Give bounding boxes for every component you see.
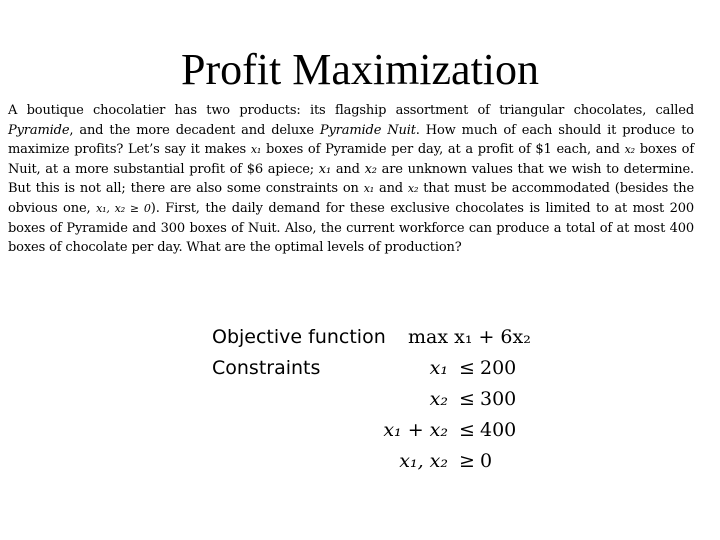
math-x2: x₂: [624, 143, 635, 157]
paragraph-text-6: and: [331, 161, 365, 177]
math-x2: x₂: [407, 182, 419, 196]
paragraph-text-4: boxes of Pyramide per day, at a profit of $1 each, and: [261, 142, 625, 158]
constraint-operator: ≤: [459, 357, 475, 379]
constraint-lhs: x₂: [429, 388, 448, 410]
math-nonnegativity: x₁, x₂ ≥ 0: [96, 201, 151, 215]
paragraph-text-8: and: [374, 181, 408, 197]
constraint-operator: ≤: [459, 419, 475, 441]
slide-title: Profit Maximization: [180, 45, 540, 94]
constraint-lhs: x₁: [429, 357, 448, 379]
paragraph-text-3: . How much of each should it produce to maximize profits? Let’s say it makes: [8, 122, 694, 158]
math-x2: x₂: [364, 161, 377, 177]
paragraph-text-7: are unknown values that we wish to determine. But this is not all; there are also some constraints on: [8, 161, 694, 197]
math-x1: x₁: [363, 182, 375, 196]
product-name-pyramide: Pyramide: [8, 122, 70, 138]
product-name-pyramide-nuit: Pyramide Nuit: [319, 122, 416, 138]
constraint-rhs: 0: [480, 450, 493, 472]
math-x1: x₁: [250, 143, 262, 157]
objective-expression: max x₁ + 6x₂: [408, 326, 531, 348]
paragraph-text-10: ). First, the daily demand for these exclusive chocolates is limited to at most 200 boxes of Pyramide and 300 boxes of Nuit. Also, the current workforce can produce a total of at most 400 boxes of chocolate per day. What are the optimal levels of production?: [8, 200, 694, 256]
paragraph-text-1: A boutique chocolatier has two products: its flagship assortment of triangular chocolates, called: [8, 103, 694, 118]
constraint-operator: ≥: [459, 450, 475, 472]
constraint-lhs: x₁, x₂: [399, 450, 448, 472]
math-x1: x₁: [318, 161, 332, 177]
paragraph-text-9: that must be accommodated (besides the obvious one,: [8, 181, 694, 216]
constraint-rhs: 300: [480, 388, 517, 410]
constraints-label: Constraints: [212, 357, 321, 379]
paragraph-text-5: boxes of Nuit, at a more substantial profit of $6 apiece;: [8, 142, 694, 177]
constraint-operator: ≤: [459, 388, 475, 410]
problem-paragraph: [8, 101, 694, 258]
linear-program: [212, 326, 552, 476]
constraint-rhs: 200: [480, 357, 517, 379]
constraint-lhs: x₁ + x₂: [383, 419, 448, 441]
objective-function-label: Objective function: [212, 326, 386, 348]
constraint-rhs: 400: [480, 419, 517, 441]
paragraph-text-2: , and the more decadent and deluxe: [69, 122, 320, 138]
